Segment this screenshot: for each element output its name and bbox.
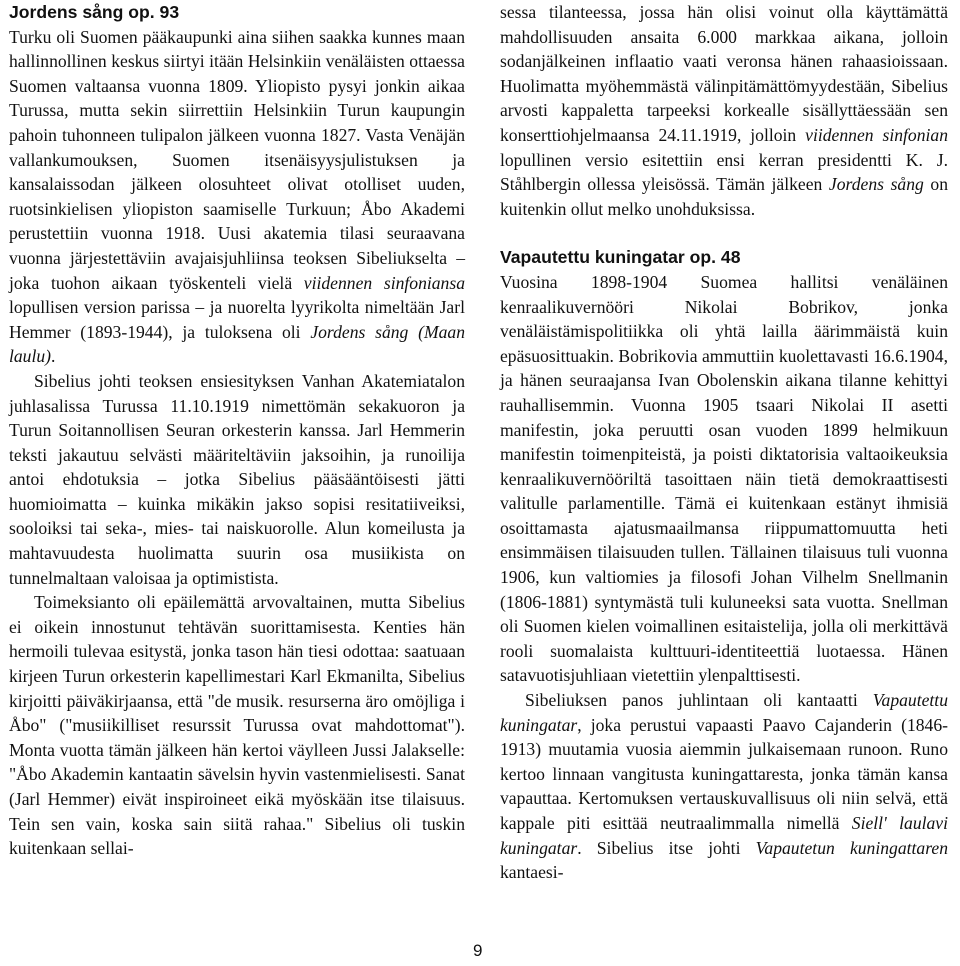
text-run: sessa tilanteessa, jossa hän olisi voinut olla käyttämättä mahdollisuuden ansaita 6.000 markkaa aikana, jolloin sodanjälkeinen inflaatio vaati veronsa hänen rahaasioissaan. Huolimatta myöhemmästä välinpitämättömyydestään, Sibelius arvosti kappaletta tarpeeksi korkealle sisällyttäessään sen konserttiohjelmaansa 24.11.1919, jolloin — [500, 2, 948, 145]
text-run: kantaesi- — [500, 862, 564, 883]
left-column — [9, 0, 465, 861]
paragraph: Vuosina 1898-1904 Suomea hallitsi venäläinen kenraalikuvernööri Nikolai Bobrikov, jonka venäläistämispolitiikka oli yhtä lailla äärimmäistä kuin epäsuosittuakin. Bobrikovia ammuttiin kuolettavasti 16.6.1904, ja hänen seuraajansa Ivan Obolenskin aikana tilanne kehittyi rauhallisemmin. Vuonna 1905 tsaari Nikolai II asetti manifestin, joka peruutti osan vuoden 1899 helmikuun manifestin toimenpiteistä, ja poisti diktatorisia valtaoikeuksia kenraalikuvernööriltä tasoittaen näin tietä demokraattisesti valitulle parlamentille. Tämä ei kuitenkaan estänyt ihmisiä osoittamasta ajatusmaailmansa riippumattomuutta heti ensimmäisen tilaisuuden tullen. Tällainen tilaisuus tuli vuonna 1906, kun valtiomies ja filosofi Johan Vilhelm Snellmanin (1806-1881) syntymästä tuli kuluneeksi sata vuotta. Snellman oli Suomen kielen voimallinen esitaistelija, jolla oli merkittävä rooli suomalaista kulttuuri-identiteettiä luotaessa. Hänen satavuotisjuhliaan vietettiin ylenpalttisesti. — [500, 271, 948, 686]
italic-run: Jordens sång (Maan laulu) — [9, 321, 465, 367]
italic-run: Vapautetun kuningattaren — [755, 837, 948, 858]
text-run: , joka perustui vapaasti Paavo Cajanderin (1846-1913) muutamia vuosia aiemmin julkaisemaan runoon. Runo kertoo linnaan vangitusta kuningattaresta, jonka tämän kansa vapauttaa. Kertomuksen vertauskuvallisuus oli niin selvä, että kappale piti esittää neutraalimmalla nimellä — [500, 714, 948, 833]
text-run: . — [51, 346, 56, 367]
paragraph: Sibelius johti teoksen ensiesityksen Vanhan Akatemiatalon juhlasalissa Turussa 11.10.1919 nimettömän sekakuoron ja Turun Soitannollisen Seuran orkesterin kanssa. Jarl Hemmerin teksti jakautuu selvästi määriteltäviin jaksoihin, ja runoilija antoi ehdotuksia – jotka Sibelius pääsääntöisesti jätti huomioimatta – kuinka mikäkin jakso sopisi resitatiiveiksi, sooloiksi tai seka-, mies- tai naiskuorolle. Alun komeilusta ja mahtavuudesta huolimatta suurin osa musiikista on tunnelmaltaan valoisaa ja optimistista. — [9, 370, 465, 588]
page-number: 9 — [473, 941, 483, 960]
section-heading-vapautettu-kuningatar: Vapautettu kuningatar op. 48 — [500, 247, 741, 268]
paragraph — [500, 688, 948, 885]
right-column — [500, 0, 948, 885]
section-heading-jordens-sang: Jordens sång op. 93 — [9, 2, 180, 22]
italic-run: Siell' laulavi kuningatar — [500, 813, 948, 858]
paragraph — [9, 25, 465, 369]
italic-run: viidennen sinfonian — [805, 124, 948, 145]
text-run: lopullinen versio esitettiin ensi kerran presidentti K. J. Ståhlbergin ollessa yleisössä. Tämän jälkeen — [500, 149, 948, 195]
paragraph — [500, 0, 948, 221]
text-run: lopullisen version parissa – ja nuorelta lyyrikolta nimeltään Jarl Hemmer (1893-1944), ja tuloksena oli — [9, 297, 465, 342]
italic-run: viidennen sinfoniansa — [303, 272, 465, 293]
italic-run: Vapautettu kuningatar — [500, 690, 948, 735]
text-run: Sibeliuksen panos juhlintaan oli kantaatti — [525, 690, 873, 711]
italic-run: Jordens sång — [828, 174, 924, 195]
paragraph: Toimeksianto oli epäilemättä arvovaltainen, mutta Sibelius ei oikein innostunut tehtävän suorittamisesta. Kenties hän hermoili tulevaa esitystä, jonka tason hän tiesi odottaa: saatuaan kirjeen Turun orkesterin kapellimestari Karl Ekmanilta, Sibelius kirjoitti päiväkirjaansa, että "de musik. resurserna äro omöjliga i Åbo" ("musiikilliset resurssit Turussa ovat mahdottomat"). Monta vuotta tämän jälkeen hän kertoi väylleen Jussi Jalakselle: "Åbo Akademin kantaatin sävelsin hyvin vastenmielisesti. Sanat (Jarl Hemmer) eivät inspiroineet eikä myöskään itse tilaisuus. Tein sen vain, koska sain siitä rahaa." Sibelius oli tuskin kuitenkaan sellai- — [9, 592, 465, 859]
text-run: Turku oli Suomen pääkaupunki aina siihen saakka kunnes maan hallinnollinen keskus siirtyi itään Helsinkiin venäläisten ottaessa Suomen valtaansa vuonna 1809. Yliopisto pysyi jonkin aikaa Turussa, mutta sekin siirrettiin Helsinkiin Turun kaupungin pahoin tuhonneen tulipalon jälkeen vuonna 1827. Vasta Venäjän vallankumouksen, Suomen itsenäisyysjulistuksen ja kansalaissodan jälkeen olosuhteet olivat otolliset uuden, ruotsinkielisen yliopiston saamiselle Turkuun; Åbo Akademi perustettiin vuonna 1918. Uusi akatemia tilasi seuraavana vuonna järjestettäviin avajaisjuhliinsa teoksen Sibeliukselta – joka tuohon aikaan työskenteli vielä — [9, 26, 465, 293]
text-run: . Sibelius itse johti — [577, 837, 756, 858]
text-run: on kuitenkin ollut melko unohduksissa. — [500, 174, 949, 219]
